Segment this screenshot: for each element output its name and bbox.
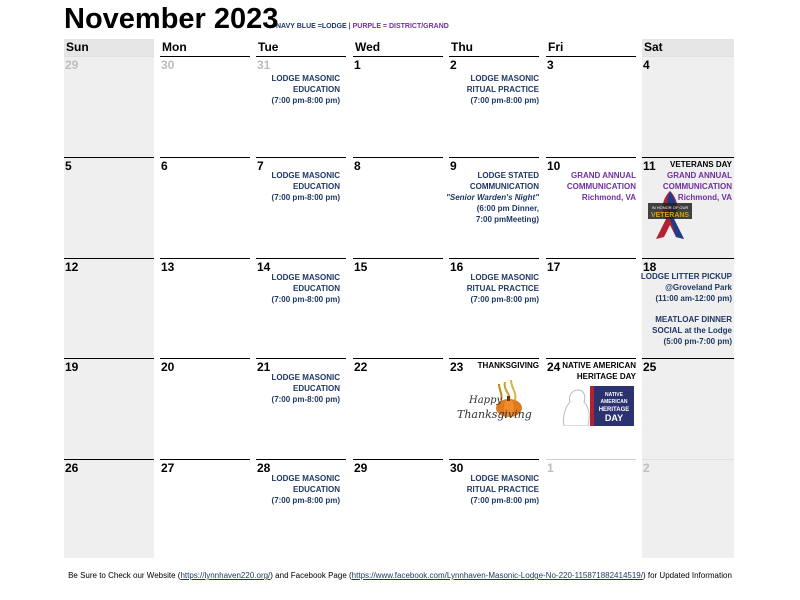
weekday-mon: Mon xyxy=(162,40,187,54)
event-time: (7:00 pm-8:00 pm) xyxy=(470,496,539,505)
day-cell xyxy=(449,258,539,358)
event-time: (7:00 pm-8:00 pm) xyxy=(271,295,340,304)
event-thanksgiving: THANKSGIVING xyxy=(477,361,539,370)
day-cell xyxy=(642,358,734,459)
footer-text: ) and Facebook Page ( xyxy=(270,571,352,580)
event-location: Richmond, VA xyxy=(677,193,732,202)
event-line: HERITAGE DAY xyxy=(576,372,636,381)
day-cell xyxy=(256,258,346,358)
day-number: 23 xyxy=(450,360,464,374)
weekday-sun: Sun xyxy=(64,39,154,56)
day-number: 11 xyxy=(643,159,656,173)
day-cell xyxy=(449,56,539,157)
day-number: 9 xyxy=(450,159,457,173)
day-number: 17 xyxy=(547,260,561,274)
day-number: 4 xyxy=(643,58,650,72)
event-masonic-education xyxy=(272,473,340,506)
day-number: 14 xyxy=(257,260,271,274)
event-ritual-practice xyxy=(467,73,539,106)
day-number: 21 xyxy=(257,360,271,374)
day-number: 20 xyxy=(161,360,175,374)
event-line: COMMUNICATION xyxy=(662,182,732,191)
event-line: EDUCATION xyxy=(293,85,340,94)
day-cell xyxy=(546,258,636,358)
event-line: EDUCATION xyxy=(293,182,340,191)
native-img-text: DAY xyxy=(604,413,624,423)
event-time: (7:00 pm-8:00 pm) xyxy=(470,295,539,304)
event-line: RITUAL PRACTICE xyxy=(466,85,539,94)
day-cell xyxy=(64,459,154,558)
day-number: 6 xyxy=(161,159,168,173)
event-masonic-education xyxy=(272,170,340,203)
day-cell xyxy=(546,56,636,157)
thanksgiving-happy-text: Happy xyxy=(469,395,503,406)
day-number: 28 xyxy=(257,461,271,475)
event-litter-pickup xyxy=(641,271,732,304)
event-grand-annual xyxy=(567,170,636,203)
event-masonic-education xyxy=(272,372,340,405)
day-number: 12 xyxy=(65,260,79,274)
day-cell xyxy=(160,56,250,157)
native-img-text: HERITAGE xyxy=(598,407,630,413)
event-line: COMMUNICATION xyxy=(566,182,636,191)
day-number: 29 xyxy=(65,58,79,72)
footer-text: Be Sure to Check our Website ( xyxy=(68,571,181,580)
day-cell xyxy=(449,358,539,459)
event-time: (6:00 pm Dinner, xyxy=(476,204,539,213)
thanksgiving-pumpkin-image xyxy=(455,376,533,430)
day-number: 8 xyxy=(354,159,361,173)
event-line: RITUAL PRACTICE xyxy=(466,284,539,293)
event-line: EDUCATION xyxy=(293,284,340,293)
event-line: LODGE STATED xyxy=(477,171,539,180)
day-cell xyxy=(256,56,346,157)
day-cell xyxy=(160,358,250,459)
website-link[interactable]: https://lynnhaven220.org/ xyxy=(180,571,271,580)
event-time: (7:00 pm-8:00 pm) xyxy=(470,96,539,105)
day-number: 10 xyxy=(547,159,561,173)
day-number: 27 xyxy=(161,461,175,475)
day-cell xyxy=(256,358,346,459)
day-cell xyxy=(353,358,443,459)
event-line: LODGE MASONIC xyxy=(470,74,539,83)
event-line: RITUAL PRACTICE xyxy=(466,485,539,494)
event-location: @Groveland Park xyxy=(665,283,732,292)
event-subtitle: "Senior Warden's Night" xyxy=(446,193,539,202)
day-cell xyxy=(160,258,250,358)
native-img-text: NATIVE xyxy=(605,392,623,398)
day-cell xyxy=(449,459,539,558)
day-number: 31 xyxy=(257,58,271,72)
event-line: NATIVE AMERICAN xyxy=(562,361,636,370)
event-veterans-day: VETERANS DAY xyxy=(670,160,732,169)
day-cell xyxy=(446,157,539,258)
day-number: 5 xyxy=(65,159,72,173)
day-cell xyxy=(64,157,154,258)
event-location: Richmond, VA xyxy=(581,193,636,202)
day-cell xyxy=(353,157,443,258)
event-line: GRAND ANNUAL xyxy=(570,171,636,180)
event-line: LODGE LITTER PICKUP xyxy=(640,272,732,281)
facebook-link[interactable]: https://www.facebook.com/Lynnhaven-Masonic-Lodge-No-220-115871882414519/ xyxy=(351,571,643,580)
event-time: (7:00 pm-8:00 pm) xyxy=(271,395,340,404)
day-number: 1 xyxy=(354,58,361,72)
ribbon-caption: IN HONOR OF OUR xyxy=(651,205,689,210)
day-number: 29 xyxy=(354,461,368,475)
event-native-american-heritage-day xyxy=(562,360,636,382)
day-cell xyxy=(642,459,734,558)
day-cell xyxy=(64,258,154,358)
event-line: LODGE MASONIC xyxy=(271,373,340,382)
event-line: EDUCATION xyxy=(293,485,340,494)
day-number: 1 xyxy=(547,461,554,475)
day-cell xyxy=(642,157,734,258)
day-number: 24 xyxy=(547,360,561,374)
legend-lodge: NAVY BLUE =LODGE xyxy=(276,23,347,30)
day-number: 25 xyxy=(643,360,657,374)
event-line: LODGE MASONIC xyxy=(271,74,340,83)
event-line: SOCIAL at the Lodge xyxy=(652,326,732,335)
day-cell xyxy=(642,258,734,358)
event-line: LODGE MASONIC xyxy=(470,474,539,483)
thanksgiving-script-text: Thanksgiving xyxy=(457,408,532,421)
native-american-heritage-image xyxy=(560,386,634,426)
day-cell xyxy=(353,56,443,157)
veterans-ribbon-image xyxy=(648,189,692,241)
event-time: 7:00 pmMeeting) xyxy=(475,215,539,224)
day-cell xyxy=(546,157,636,258)
day-cell xyxy=(160,157,250,258)
event-line: MEATLOAF DINNER xyxy=(655,315,732,324)
event-line: LODGE MASONIC xyxy=(271,273,340,282)
event-line: LODGE MASONIC xyxy=(271,474,340,483)
event-time: (7:00 pm-8:00 pm) xyxy=(271,496,340,505)
event-ritual-practice xyxy=(467,272,539,305)
day-number: 13 xyxy=(161,260,175,274)
day-cell xyxy=(160,459,250,558)
day-cell xyxy=(353,258,443,358)
event-masonic-education xyxy=(272,272,340,305)
event-line: GRAND ANNUAL xyxy=(666,171,732,180)
day-cell xyxy=(546,459,636,558)
weekday-tue: Tue xyxy=(258,40,279,54)
footer-text: ) for Updated Information xyxy=(642,571,732,580)
native-img-text: AMERICAN xyxy=(600,399,628,405)
day-number: 26 xyxy=(65,461,79,475)
day-number: 7 xyxy=(257,159,264,173)
day-cell xyxy=(256,157,346,258)
legend-separator: | xyxy=(346,23,353,30)
day-number: 30 xyxy=(450,461,464,475)
event-masonic-education xyxy=(272,73,340,106)
day-number: 2 xyxy=(643,461,650,475)
day-number: 2 xyxy=(450,58,457,72)
day-number: 16 xyxy=(450,260,464,274)
event-time: (7:00 pm-8:00 pm) xyxy=(271,96,340,105)
event-time: (11:00 am-12:00 pm) xyxy=(655,294,732,303)
event-meatloaf-dinner xyxy=(652,314,732,347)
day-number: 30 xyxy=(161,58,175,72)
day-number: 22 xyxy=(354,360,368,374)
day-cell xyxy=(546,358,636,459)
event-line: COMMUNICATION xyxy=(469,182,539,191)
weekday-thu: Thu xyxy=(451,40,473,54)
event-ritual-practice xyxy=(467,473,539,506)
day-cell xyxy=(353,459,443,558)
day-cell xyxy=(64,56,154,157)
day-number: 19 xyxy=(65,360,79,374)
weekday-wed: Wed xyxy=(355,40,381,54)
legend-district: PURPLE = DISTRICT/GRAND xyxy=(352,23,449,30)
page-title: November 2023 xyxy=(64,3,279,35)
event-line: LODGE MASONIC xyxy=(470,273,539,282)
event-line: LODGE MASONIC xyxy=(271,171,340,180)
weekday-sat: Sat xyxy=(642,39,734,56)
weekday-fri: Fri xyxy=(548,40,564,54)
day-number: 15 xyxy=(354,260,368,274)
footer-note xyxy=(0,571,800,580)
day-cell xyxy=(256,459,346,558)
day-number: 18 xyxy=(643,260,657,274)
event-line: EDUCATION xyxy=(293,384,340,393)
day-number: 3 xyxy=(547,58,554,72)
day-cell xyxy=(64,358,154,459)
ribbon-title: VETERANS xyxy=(650,212,690,219)
event-time: (7:00 pm-8:00 pm) xyxy=(271,193,340,202)
event-time: (5:00 pm-7:00 pm) xyxy=(663,337,732,346)
event-stated-communication xyxy=(446,170,539,225)
color-legend xyxy=(276,23,449,30)
day-cell xyxy=(642,56,734,157)
